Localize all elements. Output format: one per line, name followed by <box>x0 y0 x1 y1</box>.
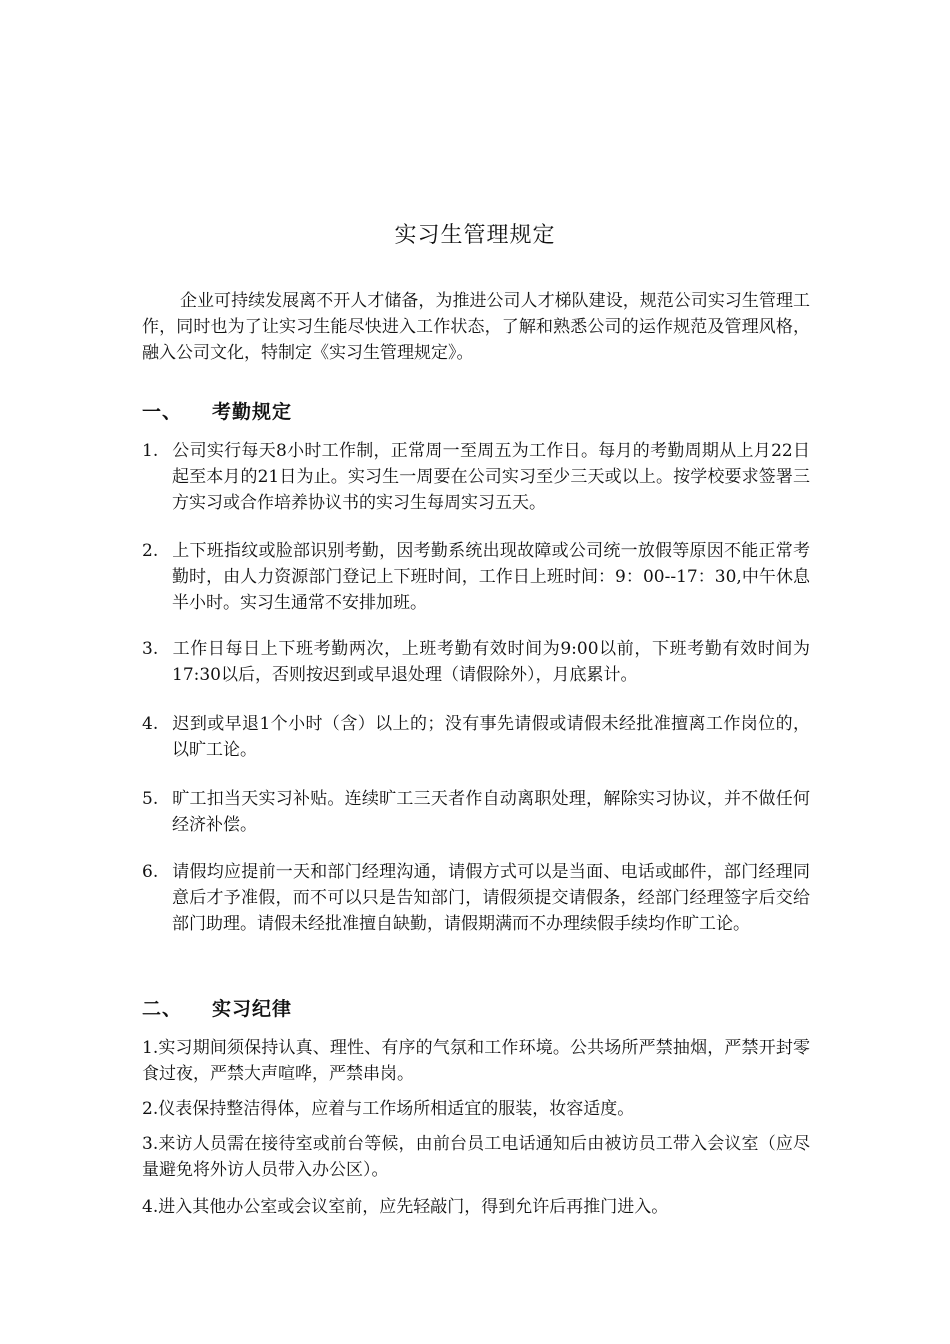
item-text: 迟到或早退1个小时（含）以上的；没有事先请假或请假未经批准擅离工作岗位的，以旷工论。 <box>172 714 810 760</box>
section-heading-attendance <box>142 397 292 424</box>
list-item <box>142 711 810 763</box>
item-number: 5. <box>142 789 159 809</box>
document-title: 实习生管理规定 <box>394 223 556 248</box>
item-text: 仪表保持整洁得体，应着与工作场所相适宜的服装，妆容适度。 <box>158 1099 635 1119</box>
list-item <box>142 538 810 616</box>
item-number: 4. <box>142 714 159 734</box>
item-number: 1. <box>142 1038 159 1058</box>
list-item <box>142 438 810 516</box>
item-number: 2. <box>142 541 159 561</box>
intro-paragraph: 企业可持续发展离不开人才储备，为推进公司人才梯队建设，规范公司实习生管理工作，同时也为了让实习生能尽快进入工作状态，了解和熟悉公司的运作规范及管理风格，融入公司文化，特制定《实习生管理规定》。 <box>142 291 810 363</box>
list-item <box>142 1035 810 1087</box>
item-number: 3. <box>142 639 159 659</box>
list-item <box>142 1096 810 1122</box>
list-item <box>142 636 810 688</box>
item-text: 请假均应提前一天和部门经理沟通，请假方式可以是当面、电话或邮件，部门经理同意后才予准假，而不可以只是告知部门，请假须提交请假条，经部门经理签字后交给部门助理。请假未经批准擅自缺勤，请假期满而不办理续假手续均作旷工论。 <box>172 862 810 934</box>
list-item <box>142 786 810 838</box>
item-text: 公司实行每天8小时工作制，正常周一至周五为工作日。每月的考勤周期从上月22日起至本月的21日为止。实习生一周要在公司实习至少三天或以上。按学校要求签署三方实习或合作培养协议书的实习生每周实习五天。 <box>172 441 810 513</box>
section-number: 一、 <box>142 401 183 423</box>
section-heading-discipline <box>142 994 292 1021</box>
item-number: 6. <box>142 862 159 882</box>
item-text: 上下班指纹或脸部识别考勤，因考勤系统出现故障或公司统一放假等原因不能正常考勤时，由人力资源部门登记上下班时间，工作日上班时间：9：00--17：30,中午休息半小时。实习生通常不安排加班。 <box>172 541 810 613</box>
list-item <box>142 859 810 937</box>
section-number: 二、 <box>142 998 183 1020</box>
section-title: 考勤规定 <box>212 401 293 423</box>
list-item <box>142 1194 810 1220</box>
item-number: 3. <box>142 1134 159 1154</box>
section-title: 实习纪律 <box>212 998 293 1020</box>
item-text: 工作日每日上下班考勤两次，上班考勤有效时间为9:00以前，下班考勤有效时间为17:30以后，否则按迟到或早退处理（请假除外），月底累计。 <box>172 639 810 685</box>
item-number: 4. <box>142 1197 159 1217</box>
item-text: 进入其他办公室或会议室前，应先轻敲门，得到允许后再推门进入。 <box>158 1197 669 1217</box>
item-number: 1. <box>142 441 159 461</box>
item-text: 旷工扣当天实习补贴。连续旷工三天者作自动离职处理，解除实习协议，并不做任何经济补偿。 <box>172 789 810 835</box>
item-text: 来访人员需在接待室或前台等候，由前台员工电话通知后由被访员工带入会议室（应尽量避免将外访人员带入办公区）。 <box>142 1134 810 1180</box>
item-text: 实习期间须保持认真、理性、有序的气氛和工作环境。公共场所严禁抽烟，严禁开封零食过夜，严禁大声喧哗，严禁串岗。 <box>142 1038 810 1084</box>
list-item <box>142 1131 810 1183</box>
item-number: 2. <box>142 1099 159 1119</box>
